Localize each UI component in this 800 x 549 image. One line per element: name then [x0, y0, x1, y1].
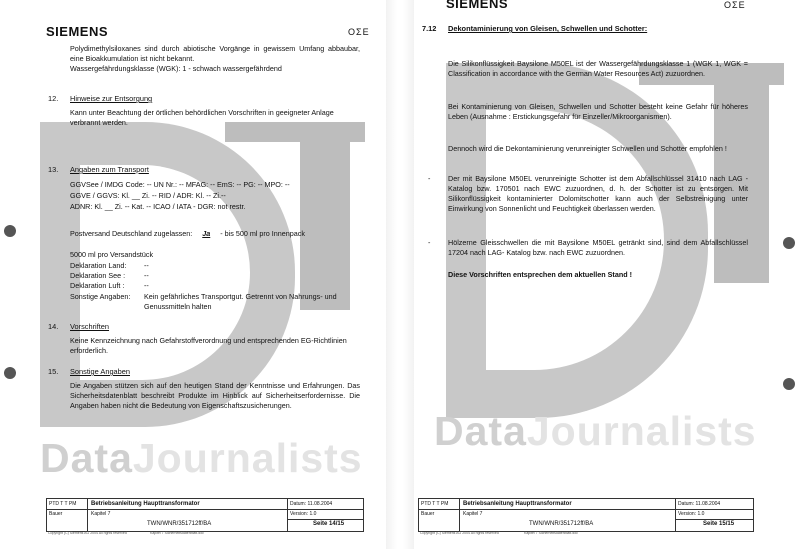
decl-luft: Deklaration Luft : -- [70, 281, 149, 290]
postversand-line: Postversand Deutschland zugelassen: Ja - bis 500 ml pro Innenpack [70, 229, 305, 238]
section-15-body: Die Angaben stützen sich auf den heutigen Stand der Kenntnisse und Erfahrungen. Das Sicherheitsdatenblatt beschreibt Produkte im Hinblick auf Sicherheitserfordernisse. Die Angaben haben nicht die Bedeutung von Eigenschaftszusicherungen. [70, 381, 360, 410]
section-15-heading: 15. Sonstige Angaben [48, 367, 130, 376]
bullet-1: Der mit Baysilone M50EL verunreinigte Schotter ist dem Abfallschlüssel 31410 nach LAG - Katalog bzw. 170501 nach EWC zuzuordnen, d. h. der Schotter ist zu entsorgen. Mit Silikonflüssigkeit kontaminierter Dolomitschotter kann auch der Selbstreinigung unter Einwirkung von Sonnenlicht und Feuchtigkeit überlassen werden. [448, 174, 748, 213]
watermark-text: DataJournalists [434, 408, 757, 454]
watermark-text: DataJournalists [40, 435, 363, 481]
watermark-j-bar [300, 140, 350, 310]
decl-land: Deklaration Land: -- [70, 261, 149, 270]
section-712-heading: 7.12 Dekontaminierung von Gleisen, Schwellen und Schotter: [422, 24, 648, 33]
siemens-logo: SIEMENS [446, 0, 509, 11]
siemens-logo: SIEMENS [46, 24, 109, 39]
page-number: Seite 14/15 [313, 521, 345, 527]
section-12-body: Kann unter Beachtung der örtlichen behördlichen Vorschriften in geeigneter Anlage verbrannt werden. [70, 108, 334, 127]
page-14: DataJournalists SIEMENS ΟΣΕ Polydimethylsiloxanes sind durch abiotische Vorgänge in gewissem Umfang abbaubar, eine Bioakkumulation ist nicht bekannt. Wassergefährdungsklasse (WGK): 1 - schwach wassergefährdend 12. Hinweise zur Entsorgung Kann unter Beachtung der örtlichen behördlichen Vorschriften in geeigneter Anlage verbrannt werden. 13. Angaben zum Transport GGVSee / IMDG Code: -- UN Nr.: -- MFAG: -- EmS: -- PG: -- MPO: -- GGVE / GGVS: Kl. __ Zi. -- RID / ADR: Kl. -- Zi.-- ADNR: Kl. __ Zi. -- Kat. -- ICAO / IATA - DGR: not restr. Postversand Deutschland zugelassen: Ja - bis 500 ml pro Innenpack 5000 ml pro Versandstück Deklaration Land: -- Deklaration See : -- Deklaration Luft : -- Sonstige Angaben: Kein gefährliches Transportgut. Getrennt von Nahrungs- und Genussmitteln halten 14. Vorschriften Keine Kennzeichnung nach Gefahrstoffverordnung und entsprechenden EG-Richtlinien erforderlich. 15. Sonstige Angaben Die Angaben stützen sich auf den heutigen Stand der Kenntnisse und Erfahrungen. Das Sicherheitsdatenblatt beschreibt Produkte im Hinblick auf Sicherheitserfordernisse. Die Angaben haben nicht die Bedeutung von Eigenschaftszusicherungen. PTD T T PM Bauer Betriebsanleitung Haupttransformator Kapitel 7 TWN/WNR/351712ff/BA Datum: 11.08.2004 Version: 1.0 Seite 14/15 Copyright (C) Siemens AG 2004 All rights reserved Kapitel 7 Sicherheitsdatenblatt.doc [0, 0, 386, 549]
intro-text: Polydimethylsiloxanes sind durch abiotische Vorgänge in gewissem Umfang abbaubar, eine Bioakkumulation ist nicht bekannt. Wassergefährdungsklasse (WGK): 1 - schwach wassergefährdend [70, 44, 360, 73]
decl-see: Deklaration See : -- [70, 271, 149, 280]
sonstige-label: Sonstige Angaben: [70, 292, 131, 301]
footer-table: PTD T T PM Bauer Betriebsanleitung Haupttransformator Kapitel 7 TWN/WNR/351712ff/BA Datum: 11.08.2004 Version: 1.0 Seite 15/15 [418, 498, 754, 532]
footer-table: PTD T T PM Bauer Betriebsanleitung Haupttransformator Kapitel 7 TWN/WNR/351712ff/BA Datum: 11.08.2004 Version: 1.0 Seite 14/15 [46, 498, 364, 532]
binder-hole-bottom [783, 378, 795, 390]
section-13-heading: 13. Angaben zum Transport [48, 165, 149, 174]
bullet-dash-2: - [428, 238, 431, 247]
paragraph-1: Die Silikonflüssigkeit Baysilone M50EL ist der Wassergefährdungsklasse 1 (WGK 1, WGK = Classification in accordance with the German Water Resources Act) zuzuordnen. [448, 59, 748, 78]
page-number: Seite 15/15 [703, 521, 735, 527]
binder-hole-top [783, 237, 795, 249]
binder-hole-top [4, 225, 16, 237]
paragraph-3: Dennoch wird die Dekontaminierung verunreinigter Schwellen und Schotter empfohlen ! [448, 144, 727, 153]
book-gutter [386, 0, 414, 549]
versandstueck: 5000 ml pro Versandstück [70, 250, 154, 259]
paragraph-2: Bei Kontaminierung von Gleisen, Schwellen und Schotter besteht keine Gefahr für höheres Leben (Ausnahme : Erstickungsgefahr für Einzeller/Mikroorganismen). [448, 102, 748, 121]
page-15: DataJournalists SIEMENS ΟΣΕ 7.12 Dekontaminierung von Gleisen, Schwellen und Schotter: Die Silikonflüssigkeit Baysilone M50EL ist der Wassergefährdungsklasse 1 (WGK 1, WGK = Classification in accordance with the German Water Resources Act) zuzuordnen. Bei Kontaminierung von Gleisen, Schwellen und Schotter besteht keine Gefahr für höheres Leben (Ausnahme : Erstickungsgefahr für Einzeller/Mikroorganismen). Dennoch wird die Dekontaminierung verunreinigter Schwellen und Schotter empfohlen ! - Der mit Baysilone M50EL verunreinigte Schotter ist dem Abfallschlüssel 31410 nach LAG - Katalog bzw. 170501 nach EWC zuzuordnen, d. h. der Schotter ist zu entsorgen. Mit Silikonflüssigkeit kontaminierter Dolomitschotter kann auch der Selbstreinigung unter Einwirkung von Sonnenlicht und Feuchtigkeit überlassen werden. - Hölzerne Gleisschwellen die mit Baysilone M50EL getränkt sind, sind dem Abfallschlüssel 17204 nach LAG- Katalog bzw. nach EWC zuzuordnen. Diese Vorschriften entsprechen dem aktuellen Stand ! PTD T T PM Bauer Betriebsanleitung Haupttransformator Kapitel 7 TWN/WNR/351712ff/BA Datum: 11.08.2004 Version: 1.0 Seite 15/15 Copyright (C) Siemens AG 2004 All rights reserved Kapitel 7 Sicherheitsdatenblatt.doc [414, 0, 800, 549]
oce-logo: ΟΣΕ [348, 27, 370, 37]
section-12-heading: 12. Hinweise zur Entsorgung [48, 94, 153, 103]
bullet-2: Hölzerne Gleisschwellen die mit Baysilone M50EL getränkt sind, sind dem Abfallschlüssel 17204 nach LAG- Katalog bzw. nach EWC zuzuordnen. [448, 238, 748, 257]
oce-logo: ΟΣΕ [724, 0, 746, 10]
section-14-body: Keine Kennzeichnung nach Gefahrstoffverordnung und entsprechenden EG-Richtlinien erforderlich. [70, 336, 347, 355]
section-14-heading: 14. Vorschriften [48, 322, 110, 331]
sonstige-value: Kein gefährliches Transportgut. Getrennt von Nahrungs- und Genussmitteln halten [144, 292, 337, 311]
closing-statement: Diese Vorschriften entsprechen dem aktuellen Stand ! [448, 270, 632, 279]
binder-hole-bottom [4, 367, 16, 379]
bullet-dash-1: - [428, 174, 431, 183]
